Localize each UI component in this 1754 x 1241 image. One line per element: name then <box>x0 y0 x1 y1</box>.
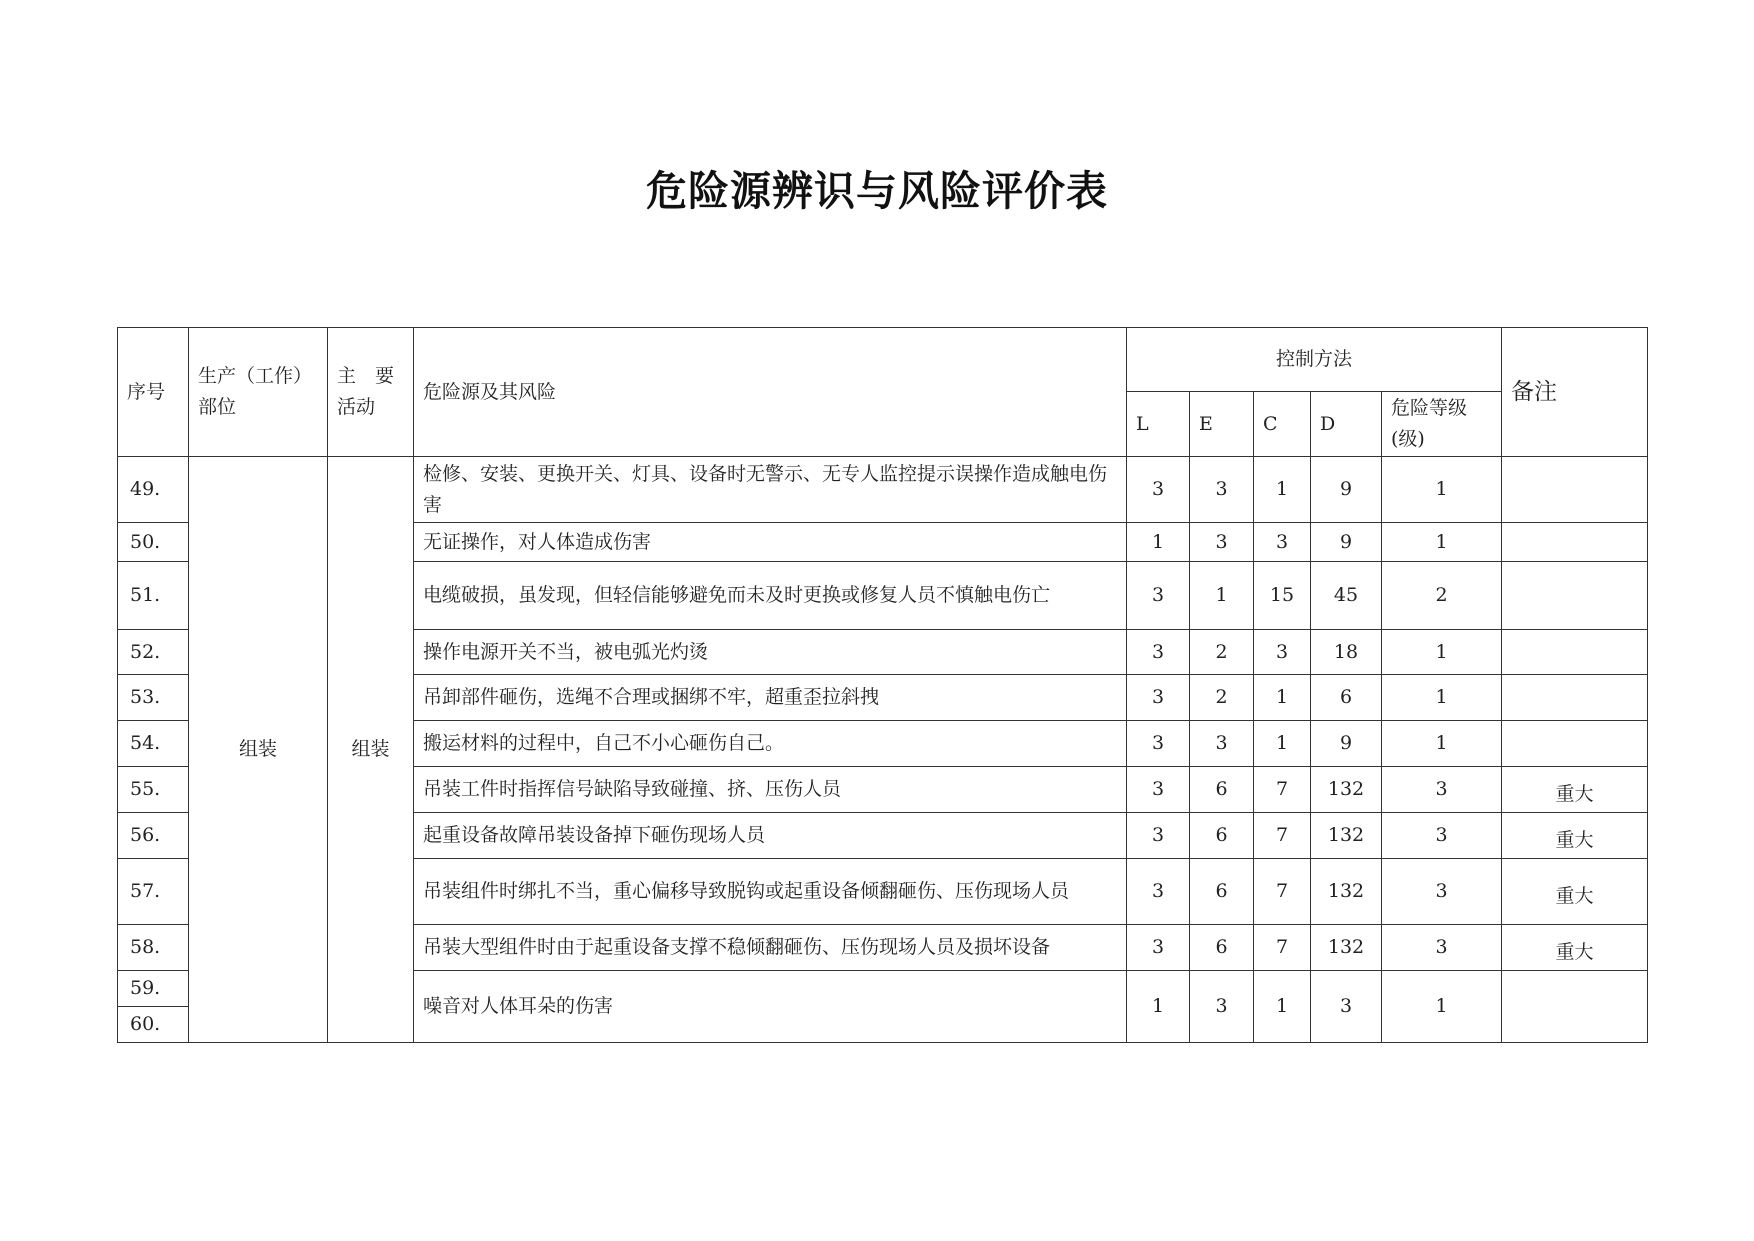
row-L: 3 <box>1127 457 1190 523</box>
header-hazard: 危险源及其风险 <box>414 328 1127 457</box>
row-level: 1 <box>1382 721 1502 767</box>
row-D: 9 <box>1311 523 1382 562</box>
row-remark: 重大 <box>1502 767 1648 813</box>
row-no: 52. <box>118 630 189 675</box>
row-D: 132 <box>1311 767 1382 813</box>
row-D: 132 <box>1311 813 1382 859</box>
row-no: 57. <box>118 859 189 925</box>
table-row <box>118 457 1648 523</box>
row-C: 7 <box>1254 859 1311 925</box>
header-row-1 <box>118 328 1648 392</box>
row-E: 3 <box>1190 721 1254 767</box>
row-hazard: 搬运材料的过程中，自己不小心砸伤自己。 <box>414 721 1127 767</box>
activity-cell: 组装 <box>328 457 414 1043</box>
row-E: 3 <box>1190 523 1254 562</box>
row-C: 7 <box>1254 925 1311 971</box>
row-E: 6 <box>1190 813 1254 859</box>
row-level: 3 <box>1382 813 1502 859</box>
risk-table <box>117 327 1648 1043</box>
row-remark: 重大 <box>1502 925 1648 971</box>
row-no: 56. <box>118 813 189 859</box>
row-D: 18 <box>1311 630 1382 675</box>
header-level-line2: (级) <box>1391 428 1425 450</box>
row-no: 55. <box>118 767 189 813</box>
row-E: 2 <box>1190 630 1254 675</box>
row-hazard: 操作电源开关不当，被电弧光灼烫 <box>414 630 1127 675</box>
dept-cell: 组装 <box>189 457 328 1043</box>
row-C: 15 <box>1254 562 1311 630</box>
row-L: 3 <box>1127 813 1190 859</box>
row-hazard: 吊装组件时绑扎不当，重心偏移导致脱钩或起重设备倾翻砸伤、压伤现场人员 <box>414 859 1127 925</box>
row-C: 3 <box>1254 523 1311 562</box>
header-C: C <box>1254 392 1311 457</box>
row-L: 1 <box>1127 523 1190 562</box>
row-level: 2 <box>1382 562 1502 630</box>
row-no: 54. <box>118 721 189 767</box>
row-no: 50. <box>118 523 189 562</box>
row-C: 1 <box>1254 675 1311 721</box>
row-hazard: 吊卸部件砸伤，选绳不合理或捆绑不牢，超重歪拉斜拽 <box>414 675 1127 721</box>
header-seq: 序号 <box>118 328 189 457</box>
row-D: 132 <box>1311 925 1382 971</box>
row-L: 3 <box>1127 562 1190 630</box>
row-D: 9 <box>1311 457 1382 523</box>
row-no: 53. <box>118 675 189 721</box>
row-level: 3 <box>1382 925 1502 971</box>
header-D: D <box>1311 392 1382 457</box>
row-remark <box>1502 971 1648 1043</box>
header-activity-line1: 主 要 <box>337 365 395 387</box>
row-E: 6 <box>1190 767 1254 813</box>
row-hazard: 吊装工件时指挥信号缺陷导致碰撞、挤、压伤人员 <box>414 767 1127 813</box>
row-hazard: 噪音对人体耳朵的伤害 <box>414 971 1127 1043</box>
row-hazard: 检修、安装、更换开关、灯具、设备时无警示、无专人监控提示误操作造成触电伤害 <box>414 457 1127 523</box>
header-E: E <box>1190 392 1254 457</box>
row-hazard: 电缆破损，虽发现，但轻信能够避免而未及时更换或修复人员不慎触电伤亡 <box>414 562 1127 630</box>
row-remark: 重大 <box>1502 859 1648 925</box>
header-L: L <box>1127 392 1190 457</box>
row-level: 3 <box>1382 767 1502 813</box>
row-E: 2 <box>1190 675 1254 721</box>
row-D: 45 <box>1311 562 1382 630</box>
header-level <box>1382 392 1502 457</box>
row-C: 1 <box>1254 971 1311 1043</box>
row-E: 3 <box>1190 971 1254 1043</box>
header-dept-line1: 生产（工作） <box>198 365 313 387</box>
row-D: 6 <box>1311 675 1382 721</box>
row-remark <box>1502 630 1648 675</box>
header-remark: 备注 <box>1502 328 1648 457</box>
row-hazard: 起重设备故障吊装设备掉下砸伤现场人员 <box>414 813 1127 859</box>
row-L: 3 <box>1127 721 1190 767</box>
row-hazard: 无证操作，对人体造成伤害 <box>414 523 1127 562</box>
row-C: 7 <box>1254 813 1311 859</box>
row-no: 49. <box>118 457 189 523</box>
row-L: 3 <box>1127 925 1190 971</box>
row-E: 6 <box>1190 859 1254 925</box>
row-level: 1 <box>1382 971 1502 1043</box>
row-level: 1 <box>1382 675 1502 721</box>
row-remark <box>1502 562 1648 630</box>
row-remark <box>1502 457 1648 523</box>
header-level-line1: 危险等级 <box>1391 397 1468 419</box>
row-D: 3 <box>1311 971 1382 1043</box>
header-activity <box>328 328 414 457</box>
row-level: 1 <box>1382 523 1502 562</box>
row-L: 3 <box>1127 675 1190 721</box>
header-dept <box>189 328 328 457</box>
row-no: 51. <box>118 562 189 630</box>
row-hazard: 吊装大型组件时由于起重设备支撑不稳倾翻砸伤、压伤现场人员及损坏设备 <box>414 925 1127 971</box>
row-level: 3 <box>1382 859 1502 925</box>
row-C: 1 <box>1254 457 1311 523</box>
row-remark: 重大 <box>1502 813 1648 859</box>
row-L: 1 <box>1127 971 1190 1043</box>
header-dept-line2: 部位 <box>198 396 237 418</box>
row-L: 3 <box>1127 630 1190 675</box>
row-C: 1 <box>1254 721 1311 767</box>
row-E: 3 <box>1190 457 1254 523</box>
row-remark <box>1502 523 1648 562</box>
row-C: 3 <box>1254 630 1311 675</box>
row-no: 58. <box>118 925 189 971</box>
header-control: 控制方法 <box>1127 328 1502 392</box>
header-activity-line2: 活动 <box>337 396 376 418</box>
row-E: 6 <box>1190 925 1254 971</box>
row-level: 1 <box>1382 630 1502 675</box>
row-C: 7 <box>1254 767 1311 813</box>
row-L: 3 <box>1127 859 1190 925</box>
row-remark <box>1502 675 1648 721</box>
row-no: 59. <box>118 971 189 1007</box>
row-E: 1 <box>1190 562 1254 630</box>
row-remark <box>1502 721 1648 767</box>
row-D: 132 <box>1311 859 1382 925</box>
page-title: 危险源辨识与风险评价表 <box>646 167 1108 215</box>
row-no: 60. <box>118 1007 189 1043</box>
row-L: 3 <box>1127 767 1190 813</box>
row-level: 1 <box>1382 457 1502 523</box>
row-D: 9 <box>1311 721 1382 767</box>
